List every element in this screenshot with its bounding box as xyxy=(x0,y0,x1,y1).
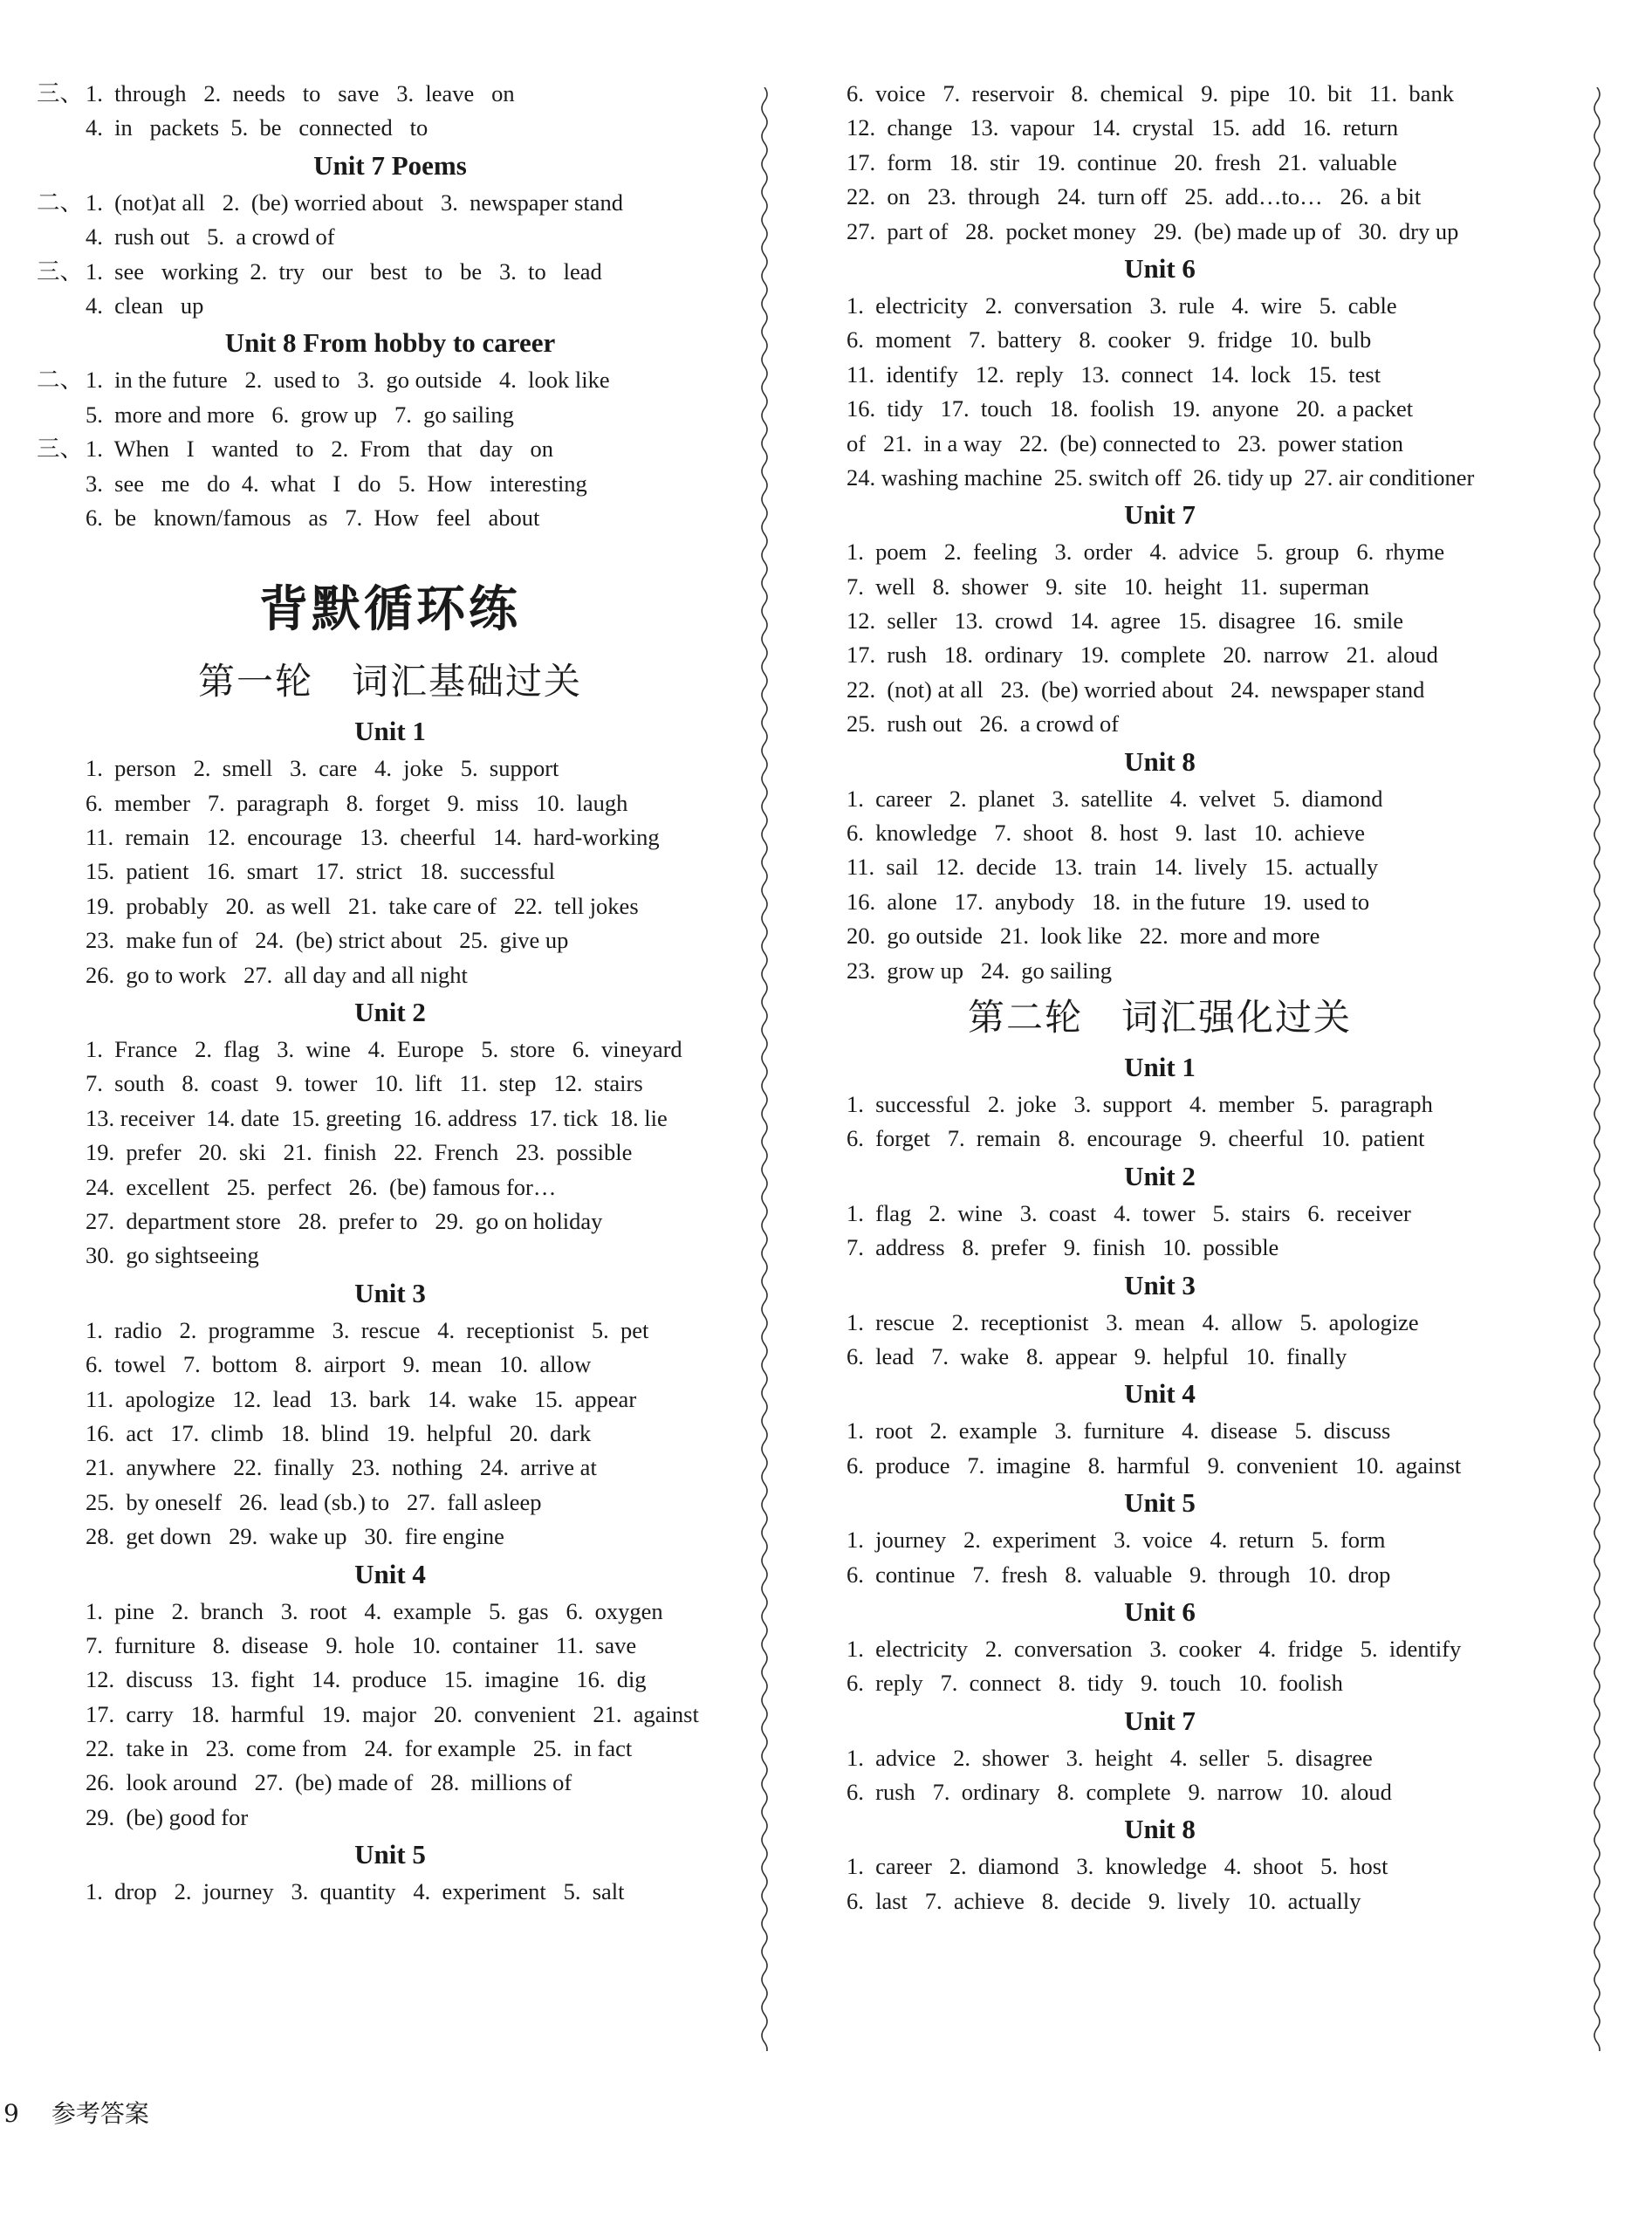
answer-line xyxy=(798,1741,1522,1775)
answer-text: 4. clean up xyxy=(86,292,204,319)
answer-text: 1. When I wanted to 2. From that day on xyxy=(86,436,554,463)
unit-heading: Unit 8 From hobby to career xyxy=(224,327,556,359)
section-marker xyxy=(37,289,86,323)
section-marker xyxy=(37,1732,86,1766)
answer-text: 6. last 7. achieve 8. decide 9. lively 10. actually xyxy=(847,1887,1361,1914)
section-marker xyxy=(798,392,847,426)
section-marker xyxy=(798,146,847,180)
section-marker xyxy=(798,1849,847,1884)
section-marker: 二、 xyxy=(37,367,83,394)
answer-line xyxy=(798,146,1522,180)
left-wavy-divider xyxy=(757,87,771,2051)
unit-heading: Unit 7 xyxy=(1124,1705,1196,1736)
answer-text: 26. look around 27. (be) made of 28. millions of xyxy=(86,1769,572,1796)
section-marker xyxy=(798,427,847,461)
section-marker xyxy=(37,467,86,501)
section-marker xyxy=(798,1122,847,1156)
answer-line xyxy=(37,501,744,535)
section-marker xyxy=(37,1595,86,1629)
section-marker xyxy=(37,1204,86,1239)
answer-line xyxy=(37,1451,744,1485)
answer-text: 3. see me do 4. what I do 5. How interesting xyxy=(86,470,587,497)
answer-line xyxy=(798,1523,1522,1557)
answer-line xyxy=(798,289,1522,323)
answer-text: 1. rescue 2. receptionist 3. mean 4. allow 5. apologize xyxy=(847,1308,1419,1335)
answer-line xyxy=(37,1383,744,1417)
unit-heading: Unit 7 xyxy=(1124,499,1196,531)
answer-text: 29. (be) good for xyxy=(86,1803,249,1830)
answer-line xyxy=(37,1348,744,1382)
answer-text: 25. by oneself 26. lead (sb.) to 27. fall asleep xyxy=(86,1488,542,1515)
answer-text: 12. change 13. vapour 14. crystal 15. add 16. return xyxy=(847,114,1399,141)
answer-text: 21. anywhere 22. finally 23. nothing 24. arrive at xyxy=(86,1454,597,1481)
answer-line xyxy=(798,1558,1522,1592)
footer-label: 参考答案 xyxy=(51,2099,149,2128)
section-marker xyxy=(798,816,847,850)
answer-text: 1. poem 2. feeling 3. order 4. advice 5. group 6. rhyme xyxy=(847,539,1445,566)
answer-text: 1. advice 2. shower 3. height 4. seller 5. disagree xyxy=(847,1744,1373,1771)
answer-line xyxy=(798,215,1522,249)
answer-text: 1. France 2. flag 3. wine 4. Europe 5. store 6. vineyard xyxy=(86,1036,682,1063)
answer-text: 11. identify 12. reply 13. connect 14. lock 15. test xyxy=(847,360,1381,388)
answer-line xyxy=(37,77,744,111)
spacer xyxy=(37,535,744,575)
section-marker xyxy=(798,1884,847,1918)
answer-line xyxy=(798,77,1522,111)
answer-line xyxy=(798,1088,1522,1122)
section-marker xyxy=(37,751,86,786)
section-marker xyxy=(798,1197,847,1231)
section-marker xyxy=(798,885,847,919)
section-marker xyxy=(37,1101,86,1136)
section-marker xyxy=(798,919,847,953)
section-marker xyxy=(798,358,847,392)
answer-text: 1. career 2. planet 3. satellite 4. velvet 5. diamond xyxy=(847,785,1383,812)
section-marker xyxy=(798,1340,847,1374)
answer-line xyxy=(798,1231,1522,1265)
section-marker xyxy=(37,1417,86,1451)
answer-text: of 21. in a way 22. (be) connected to 23. power station xyxy=(847,429,1404,456)
answer-line xyxy=(798,461,1522,495)
answer-text: 1. person 2. smell 3. care 4. joke 5. support xyxy=(86,755,559,782)
answer-line xyxy=(798,816,1522,850)
answer-line xyxy=(37,1204,744,1239)
section-marker xyxy=(798,289,847,323)
answer-line xyxy=(798,707,1522,741)
section-marker xyxy=(798,707,847,741)
answer-text: 17. form 18. stir 19. continue 20. fresh 21. valuable xyxy=(847,148,1397,175)
section-marker xyxy=(37,1766,86,1800)
unit-heading: Unit 8 xyxy=(1124,1814,1196,1845)
answer-line xyxy=(37,467,744,501)
answer-text: 16. act 17. climb 18. blind 19. helpful 20. dark xyxy=(86,1419,592,1446)
section-marker xyxy=(798,954,847,988)
answer-text: 11. sail 12. decide 13. train 14. lively 15. actually xyxy=(847,854,1379,881)
main-title: 背默循环练 xyxy=(259,581,521,639)
answer-text: 4. rush out 5. a crowd of xyxy=(86,223,335,250)
section-marker xyxy=(798,1632,847,1666)
answer-line xyxy=(37,432,744,466)
answer-line xyxy=(798,1414,1522,1448)
answer-line xyxy=(798,392,1522,426)
answer-line xyxy=(798,673,1522,707)
section-marker xyxy=(798,535,847,569)
answer-line xyxy=(37,751,744,786)
answer-line xyxy=(798,1306,1522,1340)
answer-text: 16. tidy 17. touch 18. foolish 19. anyone 20. a packet xyxy=(847,395,1414,422)
section-marker xyxy=(798,673,847,707)
unit-heading: Unit 6 xyxy=(1124,252,1196,284)
answer-text: 1. (not)at all 2. (be) worried about 3. newspaper stand xyxy=(86,189,623,216)
answer-text: 7. furniture 8. disease 9. hole 10. container 11. save xyxy=(86,1631,637,1658)
answer-text: 1. root 2. example 3. furniture 4. disease 5. discuss xyxy=(847,1417,1391,1444)
answer-text: 17. carry 18. harmful 19. major 20. convenient 21. against xyxy=(86,1700,699,1727)
section-marker xyxy=(798,323,847,357)
section-marker xyxy=(37,1033,86,1067)
unit-heading: Unit 8 xyxy=(1124,745,1196,777)
section-marker xyxy=(798,1775,847,1809)
section-marker xyxy=(798,1523,847,1557)
answer-text: 24. washing machine 25. switch off 26. tidy up 27. air conditioner xyxy=(847,463,1475,491)
answer-text: 24. excellent 25. perfect 26. (be) famous for… xyxy=(86,1173,557,1200)
section-marker xyxy=(37,501,86,535)
answer-text: 1. radio 2. programme 3. rescue 4. receptionist 5. pet xyxy=(86,1316,649,1343)
answer-text: 22. on 23. through 24. turn off 25. add…to… 26. a bit xyxy=(847,183,1422,210)
section-marker xyxy=(798,1414,847,1448)
answer-text: 6. knowledge 7. shoot 8. host 9. last 10. achieve xyxy=(847,820,1365,847)
page-footer xyxy=(0,2095,149,2130)
section-marker xyxy=(37,1451,86,1485)
round-title: 第二轮 词汇强化过关 xyxy=(967,995,1352,1039)
section-marker: 二、 xyxy=(37,189,83,216)
section-marker xyxy=(37,786,86,820)
answer-line xyxy=(798,1775,1522,1809)
section-marker xyxy=(37,1314,86,1348)
answer-text: 1. through 2. needs to save 3. leave on xyxy=(86,80,515,106)
answer-text: 1. electricity 2. conversation 3. rule 4. wire 5. cable xyxy=(847,292,1397,319)
section-marker xyxy=(37,889,86,923)
answer-line xyxy=(37,958,744,992)
answer-text: 27. department store 28. prefer to 29. go on holiday xyxy=(86,1207,603,1234)
section-marker xyxy=(37,1170,86,1204)
answer-line xyxy=(37,1033,744,1067)
answer-text: 13. receiver 14. date 15. greeting 16. address 17. tick 18. lie xyxy=(86,1104,668,1131)
right-column xyxy=(798,77,1522,1918)
answer-line xyxy=(798,1849,1522,1884)
answer-line xyxy=(798,919,1522,953)
answer-text: 19. prefer 20. ski 21. finish 22. French 23. possible xyxy=(86,1139,633,1166)
answer-line xyxy=(798,1666,1522,1700)
answer-text: 19. probably 20. as well 21. take care of 22. tell jokes xyxy=(86,892,639,919)
answer-text: 6. moment 7. battery 8. cooker 9. fridge 10. bulb xyxy=(847,326,1372,353)
unit-heading: Unit 5 xyxy=(1124,1487,1196,1519)
unit-heading: Unit 1 xyxy=(354,716,426,747)
answer-line xyxy=(798,1340,1522,1374)
answer-text: 6. voice 7. reservoir 8. chemical 9. pipe 10. bit 11. bank xyxy=(847,80,1454,106)
unit-heading: Unit 3 xyxy=(354,1277,426,1308)
answer-text: 5. more and more 6. grow up 7. go sailing xyxy=(86,401,514,428)
spacer xyxy=(37,645,744,652)
answer-line xyxy=(37,1766,744,1800)
answer-line xyxy=(798,604,1522,638)
answer-line xyxy=(37,1663,744,1697)
answer-line xyxy=(37,255,744,289)
answer-text: 6. forget 7. remain 8. encourage 9. cheerful 10. patient xyxy=(847,1125,1425,1152)
section-marker xyxy=(798,1558,847,1592)
answer-line xyxy=(37,923,744,957)
answer-line xyxy=(798,1197,1522,1231)
answer-line xyxy=(798,782,1522,816)
answer-text: 30. go sightseeing xyxy=(86,1242,259,1269)
section-marker xyxy=(798,638,847,672)
section-marker xyxy=(798,1231,847,1265)
section-marker xyxy=(798,461,847,495)
right-wavy-divider xyxy=(1590,87,1604,2051)
section-marker xyxy=(37,854,86,889)
answer-text: 15. patient 16. smart 17. strict 18. successful xyxy=(86,858,556,885)
answer-line xyxy=(37,1417,744,1451)
page-number: 9 xyxy=(3,2099,19,2128)
section-marker xyxy=(798,77,847,111)
answer-text: 6. be known/famous as 7. How feel about xyxy=(86,504,540,531)
section-marker xyxy=(37,958,86,992)
answer-text: 27. part of 28. pocket money 29. (be) made up of 30. dry up xyxy=(847,217,1459,244)
section-marker xyxy=(37,1698,86,1732)
answer-text: 23. make fun of 24. (be) strict about 25. give up xyxy=(86,927,569,954)
section-marker: 三、 xyxy=(37,436,83,463)
answer-line xyxy=(37,186,744,220)
answer-text: 26. go to work 27. all day and all night xyxy=(86,961,468,988)
answer-text: 4. in packets 5. be connected to xyxy=(86,114,428,141)
answer-line xyxy=(37,363,744,397)
answer-text: 6. produce 7. imagine 8. harmful 9. convenient 10. against xyxy=(847,1451,1462,1479)
unit-heading: Unit 3 xyxy=(1124,1269,1196,1300)
section-marker xyxy=(37,1383,86,1417)
answer-line xyxy=(37,111,744,145)
answer-text: 1. pine 2. branch 3. root 4. example 5. gas 6. oxygen xyxy=(86,1597,663,1624)
answer-text: 11. apologize 12. lead 13. bark 14. wake 15. appear xyxy=(86,1385,637,1412)
answer-line xyxy=(798,850,1522,884)
answer-text: 28. get down 29. wake up 30. fire engine xyxy=(86,1523,504,1550)
answer-line xyxy=(798,1632,1522,1666)
unit-heading: Unit 1 xyxy=(1124,1051,1196,1082)
section-marker xyxy=(798,850,847,884)
section-marker xyxy=(37,111,86,145)
answer-line xyxy=(37,1629,744,1663)
section-marker xyxy=(798,604,847,638)
section-marker xyxy=(37,1520,86,1554)
answer-text: 1. successful 2. joke 3. support 4. member 5. paragraph xyxy=(847,1090,1433,1117)
answer-line xyxy=(798,885,1522,919)
unit-heading: Unit 4 xyxy=(1124,1378,1196,1410)
left-column xyxy=(37,77,744,1910)
answer-line xyxy=(798,323,1522,357)
section-marker xyxy=(798,570,847,604)
section-marker xyxy=(37,1629,86,1663)
answer-line xyxy=(37,1136,744,1170)
section-marker xyxy=(37,1348,86,1382)
section-marker xyxy=(798,782,847,816)
section-marker xyxy=(37,1801,86,1835)
section-marker: 三、 xyxy=(37,80,83,106)
answer-text: 6. lead 7. wake 8. appear 9. helpful 10. finally xyxy=(847,1342,1347,1369)
answer-text: 23. grow up 24. go sailing xyxy=(847,957,1112,984)
answer-line xyxy=(37,1732,744,1766)
section-marker xyxy=(798,1306,847,1340)
answer-line xyxy=(37,1801,744,1835)
answer-text: 12. seller 13. crowd 14. agree 15. disagree 16. smile xyxy=(847,607,1404,635)
answer-line xyxy=(37,1595,744,1629)
answer-line xyxy=(37,1170,744,1204)
answer-text: 1. flag 2. wine 3. coast 4. tower 5. stairs 6. receiver xyxy=(847,1199,1411,1226)
answer-text: 1. drop 2. journey 3. quantity 4. experiment 5. salt xyxy=(86,1878,625,1905)
answer-text: 7. south 8. coast 9. tower 10. lift 11. step 12. stairs xyxy=(86,1070,643,1097)
section-marker xyxy=(798,111,847,145)
answer-line xyxy=(37,854,744,889)
answer-text: 17. rush 18. ordinary 19. complete 20. narrow 21. aloud xyxy=(847,642,1438,669)
answer-text: 11. remain 12. encourage 13. cheerful 14. hard-working xyxy=(86,824,660,851)
answer-text: 1. in the future 2. used to 3. go outside 4. look like xyxy=(86,367,610,394)
answer-text: 1. career 2. diamond 3. knowledge 4. shoot 5. host xyxy=(847,1853,1388,1880)
section-marker xyxy=(37,1239,86,1273)
unit-heading: Unit 6 xyxy=(1124,1595,1196,1627)
section-marker xyxy=(37,820,86,854)
answer-line xyxy=(798,638,1522,672)
answer-text: 25. rush out 26. a crowd of xyxy=(847,710,1120,738)
answer-text: 7. well 8. shower 9. site 10. height 11. superman xyxy=(847,573,1369,600)
answer-text: 1. see working 2. try our best to be 3. to lead xyxy=(86,257,602,285)
answer-line xyxy=(798,1884,1522,1918)
answer-text: 1. electricity 2. conversation 3. cooker 4. fridge 5. identify xyxy=(847,1635,1462,1662)
answer-text: 12. discuss 13. fight 14. produce 15. imagine 16. dig xyxy=(86,1666,647,1693)
section-marker xyxy=(37,1486,86,1520)
answer-text: 6. reply 7. connect 8. tidy 9. touch 10. foolish xyxy=(847,1670,1343,1697)
answer-line xyxy=(37,820,744,854)
answer-line xyxy=(37,1520,744,1554)
answer-line xyxy=(798,111,1522,145)
answer-text: 6. continue 7. fresh 8. valuable 9. through 10. drop xyxy=(847,1561,1391,1588)
answer-line xyxy=(37,1698,744,1732)
answer-line xyxy=(37,1875,744,1909)
answer-line xyxy=(37,889,744,923)
unit-heading: Unit 5 xyxy=(354,1839,426,1870)
answer-line xyxy=(37,786,744,820)
answer-line xyxy=(37,1239,744,1273)
answer-line xyxy=(37,1067,744,1101)
answer-line xyxy=(798,570,1522,604)
answer-text: 1. journey 2. experiment 3. voice 4. return 5. form xyxy=(847,1527,1386,1554)
unit-heading: Unit 7 Poems xyxy=(313,149,467,181)
answer-text: 22. (not) at all 23. (be) worried about 24. newspaper stand xyxy=(847,676,1425,703)
answer-line xyxy=(798,954,1522,988)
section-marker xyxy=(798,1741,847,1775)
section-marker xyxy=(37,1875,86,1909)
answer-line xyxy=(798,427,1522,461)
section-marker xyxy=(798,1088,847,1122)
answer-line xyxy=(37,1314,744,1348)
section-marker xyxy=(798,180,847,214)
section-marker: 三、 xyxy=(37,257,83,285)
answer-text: 6. rush 7. ordinary 8. complete 9. narrow 10. aloud xyxy=(847,1779,1392,1806)
unit-heading: Unit 4 xyxy=(354,1558,426,1589)
section-marker xyxy=(37,923,86,957)
answer-text: 6. towel 7. bottom 8. airport 9. mean 10. allow xyxy=(86,1351,592,1378)
answer-text: 16. alone 17. anybody 18. in the future 19. used to xyxy=(847,888,1370,915)
answer-line xyxy=(37,1486,744,1520)
answer-text: 22. take in 23. come from 24. for example 25. in fact xyxy=(86,1735,633,1762)
answer-line xyxy=(37,1101,744,1136)
answer-line xyxy=(798,1122,1522,1156)
unit-heading: Unit 2 xyxy=(354,997,426,1028)
answer-line xyxy=(798,358,1522,392)
unit-heading: Unit 2 xyxy=(1124,1160,1196,1191)
answer-line xyxy=(37,398,744,432)
section-marker xyxy=(798,1666,847,1700)
round-title: 第一轮 词汇基础过关 xyxy=(197,660,582,703)
answer-line xyxy=(798,180,1522,214)
section-marker xyxy=(798,1449,847,1483)
section-marker xyxy=(37,1136,86,1170)
section-marker xyxy=(37,220,86,254)
answer-text: 7. address 8. prefer 9. finish 10. possible xyxy=(847,1234,1279,1261)
answer-text: 6. member 7. paragraph 8. forget 9. miss 10. laugh xyxy=(86,789,628,816)
section-marker xyxy=(798,215,847,249)
answer-text: 20. go outside 21. look like 22. more and more xyxy=(847,923,1320,950)
answer-line xyxy=(798,1449,1522,1483)
section-marker xyxy=(37,1663,86,1697)
section-marker xyxy=(37,1067,86,1101)
answer-line xyxy=(798,535,1522,569)
answer-line xyxy=(37,289,744,323)
section-marker xyxy=(37,398,86,432)
answer-line xyxy=(37,220,744,254)
